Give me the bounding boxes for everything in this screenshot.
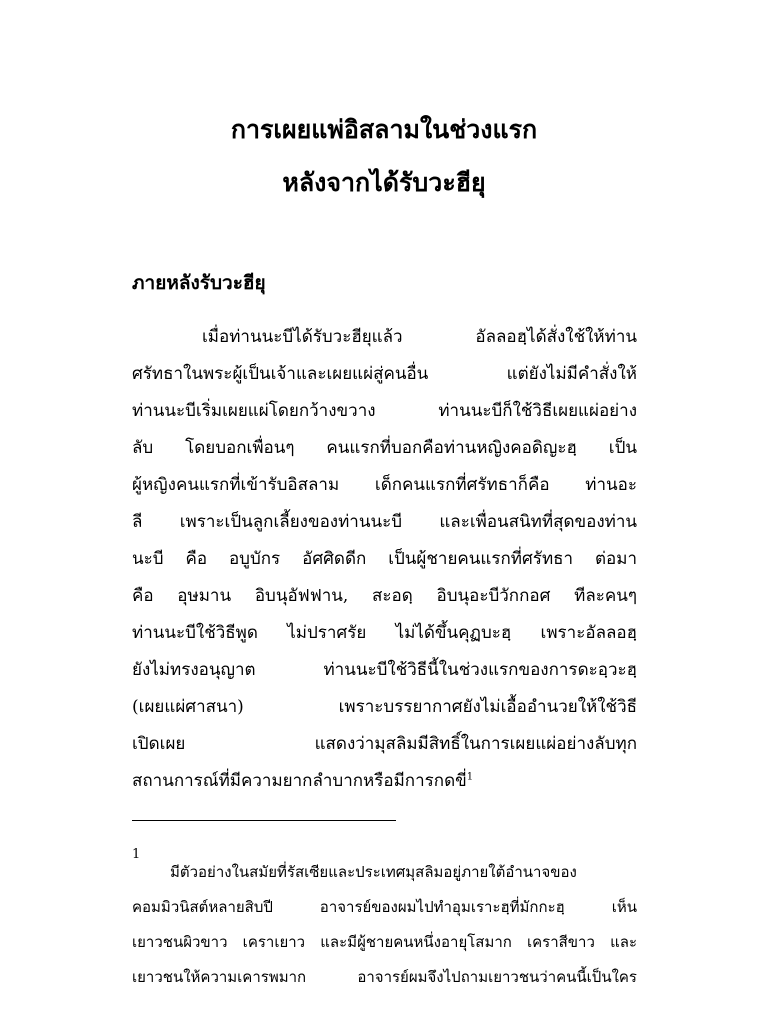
footnote-divider	[132, 820, 396, 821]
paragraph-line: ท่านนะบีเริ่มเผยแผ่โดยกว้างขวาง ท่านนะบีก็ใช้วิธีเผยแผ่อย่าง	[132, 401, 637, 421]
paragraph-line: ท่านนะบีใช้วิธีพูด ไม่ปราศรัย ไม่ได้ขึ้นคุฏบะฮฺ เพราะอัลลอฮฺ	[132, 623, 637, 643]
paragraph-line: เปิดเผย แสดงว่ามุสลิมมีสิทธิ์ในการเผยแผ่อย่างลับทุก	[132, 734, 637, 754]
footnote-line	[132, 847, 637, 890]
paragraph-line: ลี เพราะเป็นลูกเลี้ยงของท่านนะบี และเพื่อนสนิทที่สุดของท่าน	[132, 512, 637, 532]
paragraph-line: ผู้หญิงคนแรกที่เข้ารับอิสลาม เด็กคนแรกที่ศรัทธาก็คือ ท่านอะ	[132, 475, 637, 495]
footnote-reference[interactable]: 1	[466, 771, 474, 783]
footnote-line-text: มีตัวอย่างในสมัยที่รัสเซียและประเทศมุสลิมอยู่ภายใต้อำนาจของ	[170, 863, 577, 881]
paragraph-line: ศรัทธาในพระผู้เป็นเจ้าและเผยแผ่สู่คนอื่น แต่ยังไม่มีคำสั่งให้	[132, 364, 637, 384]
footnote-line: เยาวชนผิวขาว เคราเยาว และมีผู้ชายคนหนึ่งอายุโสมาก เคราสีขาว และ	[132, 933, 637, 951]
paragraph-line: คือ อุษมาน อิบนุอัฟฟาน, สะอดฺ อิบนุอะบีวักกอศ ทีละคนๆ	[132, 586, 637, 606]
section-heading: ภายหลังรับวะฮียุ	[132, 272, 266, 294]
paragraph-line-text: สถานการณ์ที่มีความยากลำบากหรือมีการกดขี่	[132, 771, 467, 791]
paragraph-line: ลับ โดยบอกเพื่อนๆ คนแรกที่บอกคือท่านหญิงคอดิญะฮฺ เป็น	[132, 438, 637, 458]
footnote	[132, 847, 637, 995]
footnote-marker: 1	[132, 847, 141, 862]
paragraph-line: นะบี คือ อบูบักร อัศศิดดีก เป็นผู้ชายคนแรกที่ศรัทธา ต่อมา	[132, 549, 637, 569]
title-line-2: หลังจากได้รับวะฮียุ	[282, 168, 486, 197]
body-paragraph	[132, 319, 637, 800]
paragraph-line: (เผยแผ่ศาสนา) เพราะบรรยากาศยังไม่เอื้ออำนวยให้ใช้วิธี	[132, 697, 637, 717]
footnote-line: คอมมิวนิสต์หลายสิบปี อาจารย์ของผมไปทำอุมเราะฮฺที่มักกะฮฺ เห็น	[132, 898, 637, 916]
paragraph-line: ยังไม่ทรงอนุญาต ท่านนะบีใช้วิธีนี้ในช่วงแรกของการดะอฺวะฮฺ	[132, 660, 637, 680]
footnote-line: เยาวชนให้ความเคารพมาก อาจารย์ผมจึงไปถามเยาวชนว่าคนนี้เป็นใคร	[132, 968, 637, 986]
paragraph-line: เมื่อท่านนะบีได้รับวะฮียุแล้ว อัลลอฮฺได้สั่งใช้ให้ท่าน	[202, 327, 637, 347]
title-line-1: การเผยแพ่อิสลามในช่วงแรก	[230, 115, 538, 144]
paragraph-line-last	[132, 763, 637, 800]
